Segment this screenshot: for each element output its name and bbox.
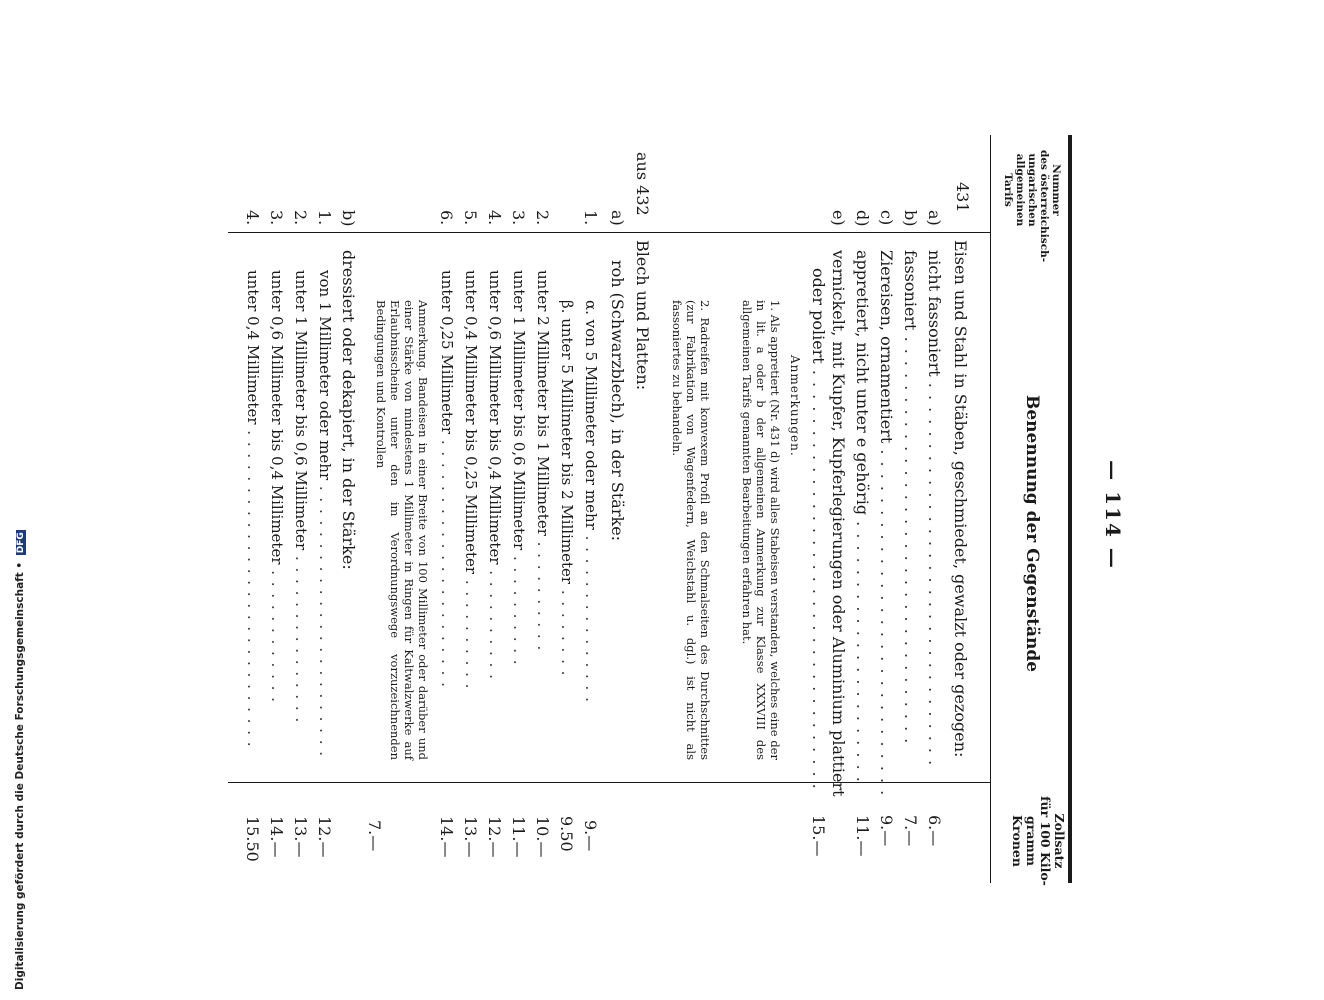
rate-value: 14.— — [437, 816, 456, 858]
row-label: β. unter 5 Millimeter bis 2 Millimeter — [558, 300, 576, 585]
header-rate-column — [1010, 796, 1066, 886]
row-label: unter 2 Millimeter bis 1 Millimeter — [534, 270, 552, 536]
row-label: unter 0,6 Millimeter bis 0,4 Millimeter — [486, 270, 504, 565]
header-rule — [990, 135, 991, 883]
row-label: unter 0,4 Millimeter — [244, 270, 262, 425]
row-text: oder poliert . . . . . . . . . . . . . . . . . . . . . . . . . . . . . . . . . . . — [809, 268, 828, 790]
header-number-line: allgemeinen — [1014, 153, 1026, 227]
header-number-line: Nummer — [1050, 164, 1062, 216]
item-number: aus 432 — [633, 152, 652, 216]
subheading: dressiert oder dekapiert, in der Stärke: — [339, 250, 358, 570]
rate-value: 12.— — [315, 816, 334, 858]
note-2: 2. Radreifen mit konvexem Profil an den Schmalseiten des Durchschnittes (zur Fabrikation von Wagenfedern, Weichstahl u. dgl.) ist nicht als fassoniertes zu behandeln. — [670, 300, 712, 760]
row-label: fassoniert — [901, 250, 920, 331]
row-text: unter 1 Millimeter bis 0,6 Millimeter . . . . . . . . . . . . . . . — [292, 270, 310, 724]
row-text: unter 0,4 Millimeter bis 0,25 Millimeter . . . . . . . . . . — [462, 270, 480, 690]
sub-number: 6. — [437, 210, 456, 226]
row-text: von 1 Millimeter oder mehr . . . . . . . . . . . . . . . . . . . . . . . . — [316, 270, 334, 757]
rate-value: 11.— — [509, 816, 528, 858]
outer-rule-right — [1068, 135, 1072, 883]
row-text: fassoniert . . . . . . . . . . . . . . . . . . . . . . . . . . . . . . . . . . — [901, 250, 920, 745]
header-number-column — [1002, 150, 1062, 263]
sub-number: 2. — [533, 210, 552, 226]
sub-number: 1. — [315, 210, 334, 226]
row-text: α. von 5 Millimeter oder mehr . . . . . . . . . . . . . . . — [582, 300, 600, 703]
row-label: unter 1 Millimeter bis 0,6 Millimeter — [292, 270, 310, 551]
row-label: unter 0,25 Millimeter — [438, 270, 456, 435]
sub-number: 2. — [291, 210, 310, 226]
notes-title: Anmerkungen. — [788, 355, 802, 457]
header-rate-line: gramm — [1024, 816, 1039, 866]
sub-number: 4. — [243, 210, 262, 226]
header-description: Benennung der Gegenstände — [1022, 395, 1042, 673]
rate-value: 10.— — [533, 816, 552, 858]
rate-value: 6.— — [925, 815, 944, 847]
row-text: vernickelt, mit Kupfer, Kupferlegierungen oder Aluminium plattiert — [829, 250, 848, 797]
row-text: unter 0,6 Millimeter bis 0,4 Millimeter . . . . . . . . . . — [486, 270, 504, 680]
letter: a) — [925, 210, 944, 226]
row-label: unter 0,6 Millimeter bis 0,4 Millimeter — [268, 270, 286, 565]
credit-text: Digitalisierung gefördert durch die Deutsche Forschungsgemeinschaft • — [14, 561, 26, 990]
row-label: oder poliert — [809, 268, 828, 364]
sub-number: 3. — [267, 210, 286, 226]
note-bandeisen: Anmerkung. Bandeisen in einer Breite von 100 Millimeter oder darüber und einer Stärke von mindestens 1 Millimeter in Ringen für Kaltwalzwerke auf Erlaubnisscheine unter den im Verordnungswege vorzuzeichnenden Bedingungen und Kontrollen — [374, 300, 430, 760]
note-1: 1. Als appretiert (Nr. 431 d) wird alles Stabeisen verstanden, welches eine der in lit. a oder b der allgemeinen Anmerkung zur Klasse XXXVIII des allgemeinen Tarifs genannten Bearbeitungen erfahren hat. — [740, 300, 782, 760]
row-text: appretiert, nicht unter e gehörig . . . . . . . . . . . . . . . . . . . . . . — [853, 250, 872, 783]
letter: b) — [339, 210, 358, 227]
row-label: nicht fassoniert — [925, 250, 944, 377]
rate-value: 9.— — [581, 820, 600, 852]
col-rule-left — [228, 232, 990, 233]
rate-value: 13.— — [291, 816, 310, 858]
letter: a) — [608, 210, 627, 226]
sub-number: 5. — [461, 210, 480, 226]
item-number: 431 — [953, 182, 972, 213]
digitization-credit — [14, 530, 26, 990]
row-label: Ziereisen, ornamentiert — [877, 250, 896, 444]
row-label: appretiert, nicht unter e gehörig — [853, 250, 872, 516]
row-text: unter 0,4 Millimeter . . . . . . . . . . . . . . . . . . . . . . . . . . . . — [244, 270, 262, 748]
row-text: unter 1 Millimeter bis 0,6 Millimeter . . . . . . . . . . — [510, 270, 528, 666]
rate-value: 7.— — [365, 820, 384, 852]
row-text: unter 0,6 Millimeter bis 0,4 Millimeter . . . . . . . . . . . . — [268, 270, 286, 703]
rate-value: 15.50 — [243, 816, 262, 862]
header-number-line: ungarischen — [1026, 153, 1038, 227]
subheading: roh (Schwarzblech), in der Stärke: — [608, 260, 627, 542]
letter: c) — [877, 210, 896, 226]
page-number-rotated: — 114 — — [1101, 460, 1125, 570]
row-text: Ziereisen, ornamentiert . . . . . . . . . . . . . . . . . . . . . . . . . . . . . — [877, 250, 896, 797]
row-text: nicht fassoniert . . . . . . . . . . . . . . . . . . . . . . . . . . . . . . . . — [925, 250, 944, 767]
header-rate-line: Zollsatz — [1052, 813, 1067, 869]
col-rule-right — [228, 782, 990, 783]
letter: b) — [901, 210, 920, 227]
rate-value: 9.50 — [557, 816, 576, 852]
header-rate-line: für 100 Kilo- — [1038, 796, 1053, 886]
row-text: β. unter 5 Millimeter bis 2 Millimeter . . . . . . . . — [558, 300, 576, 677]
header-rate-line: Kronen — [1010, 815, 1025, 867]
letter: d) — [853, 210, 872, 227]
row-text: unter 0,25 Millimeter . . . . . . . . . . . . . . . . . . . . . . — [438, 270, 456, 688]
letter: e) — [829, 210, 848, 226]
sub-number: 3. — [509, 210, 528, 226]
row-label: α. von 5 Millimeter oder mehr — [582, 300, 600, 530]
rate-value: 15.— — [809, 815, 828, 857]
row-label: unter 1 Millimeter bis 0,6 Millimeter — [510, 270, 528, 551]
rate-value: 12.— — [485, 816, 504, 858]
sub-number: 4. — [485, 210, 504, 226]
dfg-logo: DFG — [16, 532, 26, 554]
header-number-line: des österreichisch- — [1038, 150, 1050, 263]
rate-value: 7.— — [901, 815, 920, 847]
item-heading: Eisen und Stahl in Stäben, geschmiedet, gewalzt oder gezogen: — [951, 240, 970, 758]
rate-value: 14.— — [267, 816, 286, 858]
sub-number: 1. — [581, 210, 600, 226]
item-heading: Blech und Platten: — [633, 240, 652, 391]
rate-value: 9.— — [877, 815, 896, 847]
rate-value: 11.— — [853, 815, 872, 857]
row-label: unter 0,4 Millimeter bis 0,25 Millimeter — [462, 270, 480, 575]
header-number-line: Tarifs — [1002, 173, 1014, 207]
row-label: von 1 Millimeter oder mehr — [316, 270, 334, 481]
rate-value: 13.— — [461, 816, 480, 858]
row-text: unter 2 Millimeter bis 1 Millimeter . . . . . . . . . . — [534, 270, 552, 652]
